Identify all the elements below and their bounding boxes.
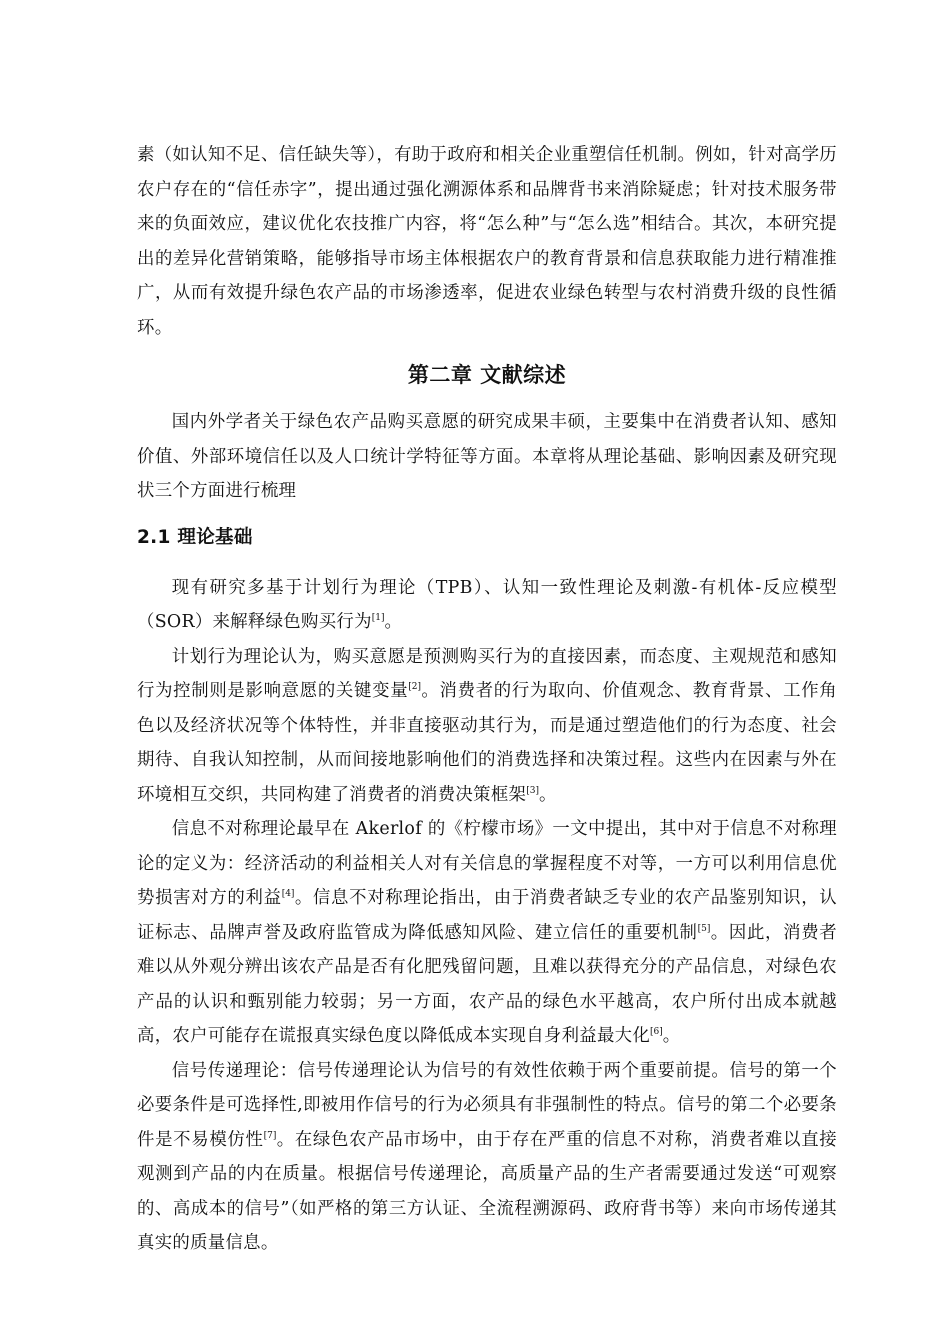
citation-ref: [4]: [281, 889, 295, 899]
paragraph-text: 现有研究多基于计划行为理论（TPB）、认知一致性理论及刺激-有机体-反应模型（SOR）来解释绿色购买行为: [137, 577, 837, 632]
citation-ref: [2]: [408, 682, 422, 692]
citation-ref: [7]: [263, 1130, 277, 1141]
body-paragraph: [137, 640, 837, 813]
section-title: 2.1 理论基础: [137, 526, 253, 548]
citation-ref: [6]: [650, 1027, 663, 1037]
paragraph-text: 。: [662, 1026, 681, 1046]
citation-ref: [3]: [526, 785, 539, 796]
body-paragraph: [137, 1054, 837, 1261]
paragraph-text: 。: [538, 784, 557, 805]
body-paragraph: [137, 571, 837, 640]
page-content: [137, 138, 837, 1261]
paragraph-text: 。消费者的行为取向、价值观念、教育背景、工作角色以及经济状况等个体特性，并非直接驱动其行为，而是通过塑造他们的行为态度、社会期待、自我认知控制，从而间接地影响他们的消费选择和决策过程。这些内在因素与外在环境相互交织，共同构建了消费者的消费决策框架: [137, 681, 837, 805]
paragraph-text: 。: [384, 612, 403, 632]
body-paragraph: [137, 812, 837, 1054]
citation-ref: [5]: [697, 923, 711, 934]
paragraph-text: 。在绿色农产品市场中，由于存在严重的信息不对称，消费者难以直接观测到产品的内在质量。根据信号传递理论，高质量产品的生产者需要通过发送“可观察的、高成本的信号”（如严格的第三方认证、全流程溯源码、政府背书等）来向市场传递其真实的质量信息。: [137, 1129, 837, 1253]
citation-ref: [1]: [371, 613, 385, 623]
chapter-title: 第二章 文献综述: [407, 363, 567, 387]
paragraph-text: 信息不对称理论最早在 Akerlof 的《柠檬市场》一文中提出，其中对于信息不对称理论的定义为：经济活动的利益相关人对有关信息的掌握程度不对等，一方可以利用信息优势损害对方的利益: [137, 819, 837, 908]
chapter-intro-paragraph: 国内外学者关于绿色农产品购买意愿的研究成果丰硕，主要集中在消费者认知、感知价值、外部环境信任以及人口统计学特征等方面。本章将从理论基础、影响因素及研究现状三个方面进行梳理: [137, 412, 837, 501]
paragraph-text: 计划行为理论认为，购买意愿是预测购买行为的直接因素，而态度、主观规范和感知行为控制则是影响意愿的关键变量: [137, 646, 837, 701]
paragraph-text: 。信息不对称理论指出，由于消费者缺乏专业的农产品鉴别知识，认证标志、品牌声誉及政府监管成为降低感知风险、建立信任的重要机制: [137, 888, 837, 943]
paragraph-text: 信号传递理论：信号传递理论认为信号的有效性依赖于两个重要前提。信号的第一个必要条件是可选择性,即被用作信号的行为必须具有非强制性的特点。信号的第二个必要条件是不易模仿性: [137, 1060, 837, 1150]
paragraph-text: 。因此，消费者难以从外观分辨出该农产品是否有化肥残留问题，且难以获得充分的产品信息，对绿色农产品的认识和甄别能力较弱；另一方面，农产品的绿色水平越高，农户所付出成本就越高，农户可能存在谎报真实绿色度以降低成本实现自身利益最大化: [137, 922, 837, 1046]
body-paragraph: 素（如认知不足、信任缺失等），有助于政府和相关企业重塑信任机制。例如，针对高学历农户存在的“信任赤字”，提出通过强化溯源体系和品牌背书来消除疑虑；针对技术服务带来的负面效应，建议优化农技推广内容，将“怎么种”与“怎么选”相结合。其次，本研究提出的差异化营销策略，能够指导市场主体根据农户的教育背景和信息获取能力进行精准推广，从而有效提升绿色农产品的市场渗透率，促进农业绿色转型与农村消费升级的良性循环。: [137, 145, 837, 338]
